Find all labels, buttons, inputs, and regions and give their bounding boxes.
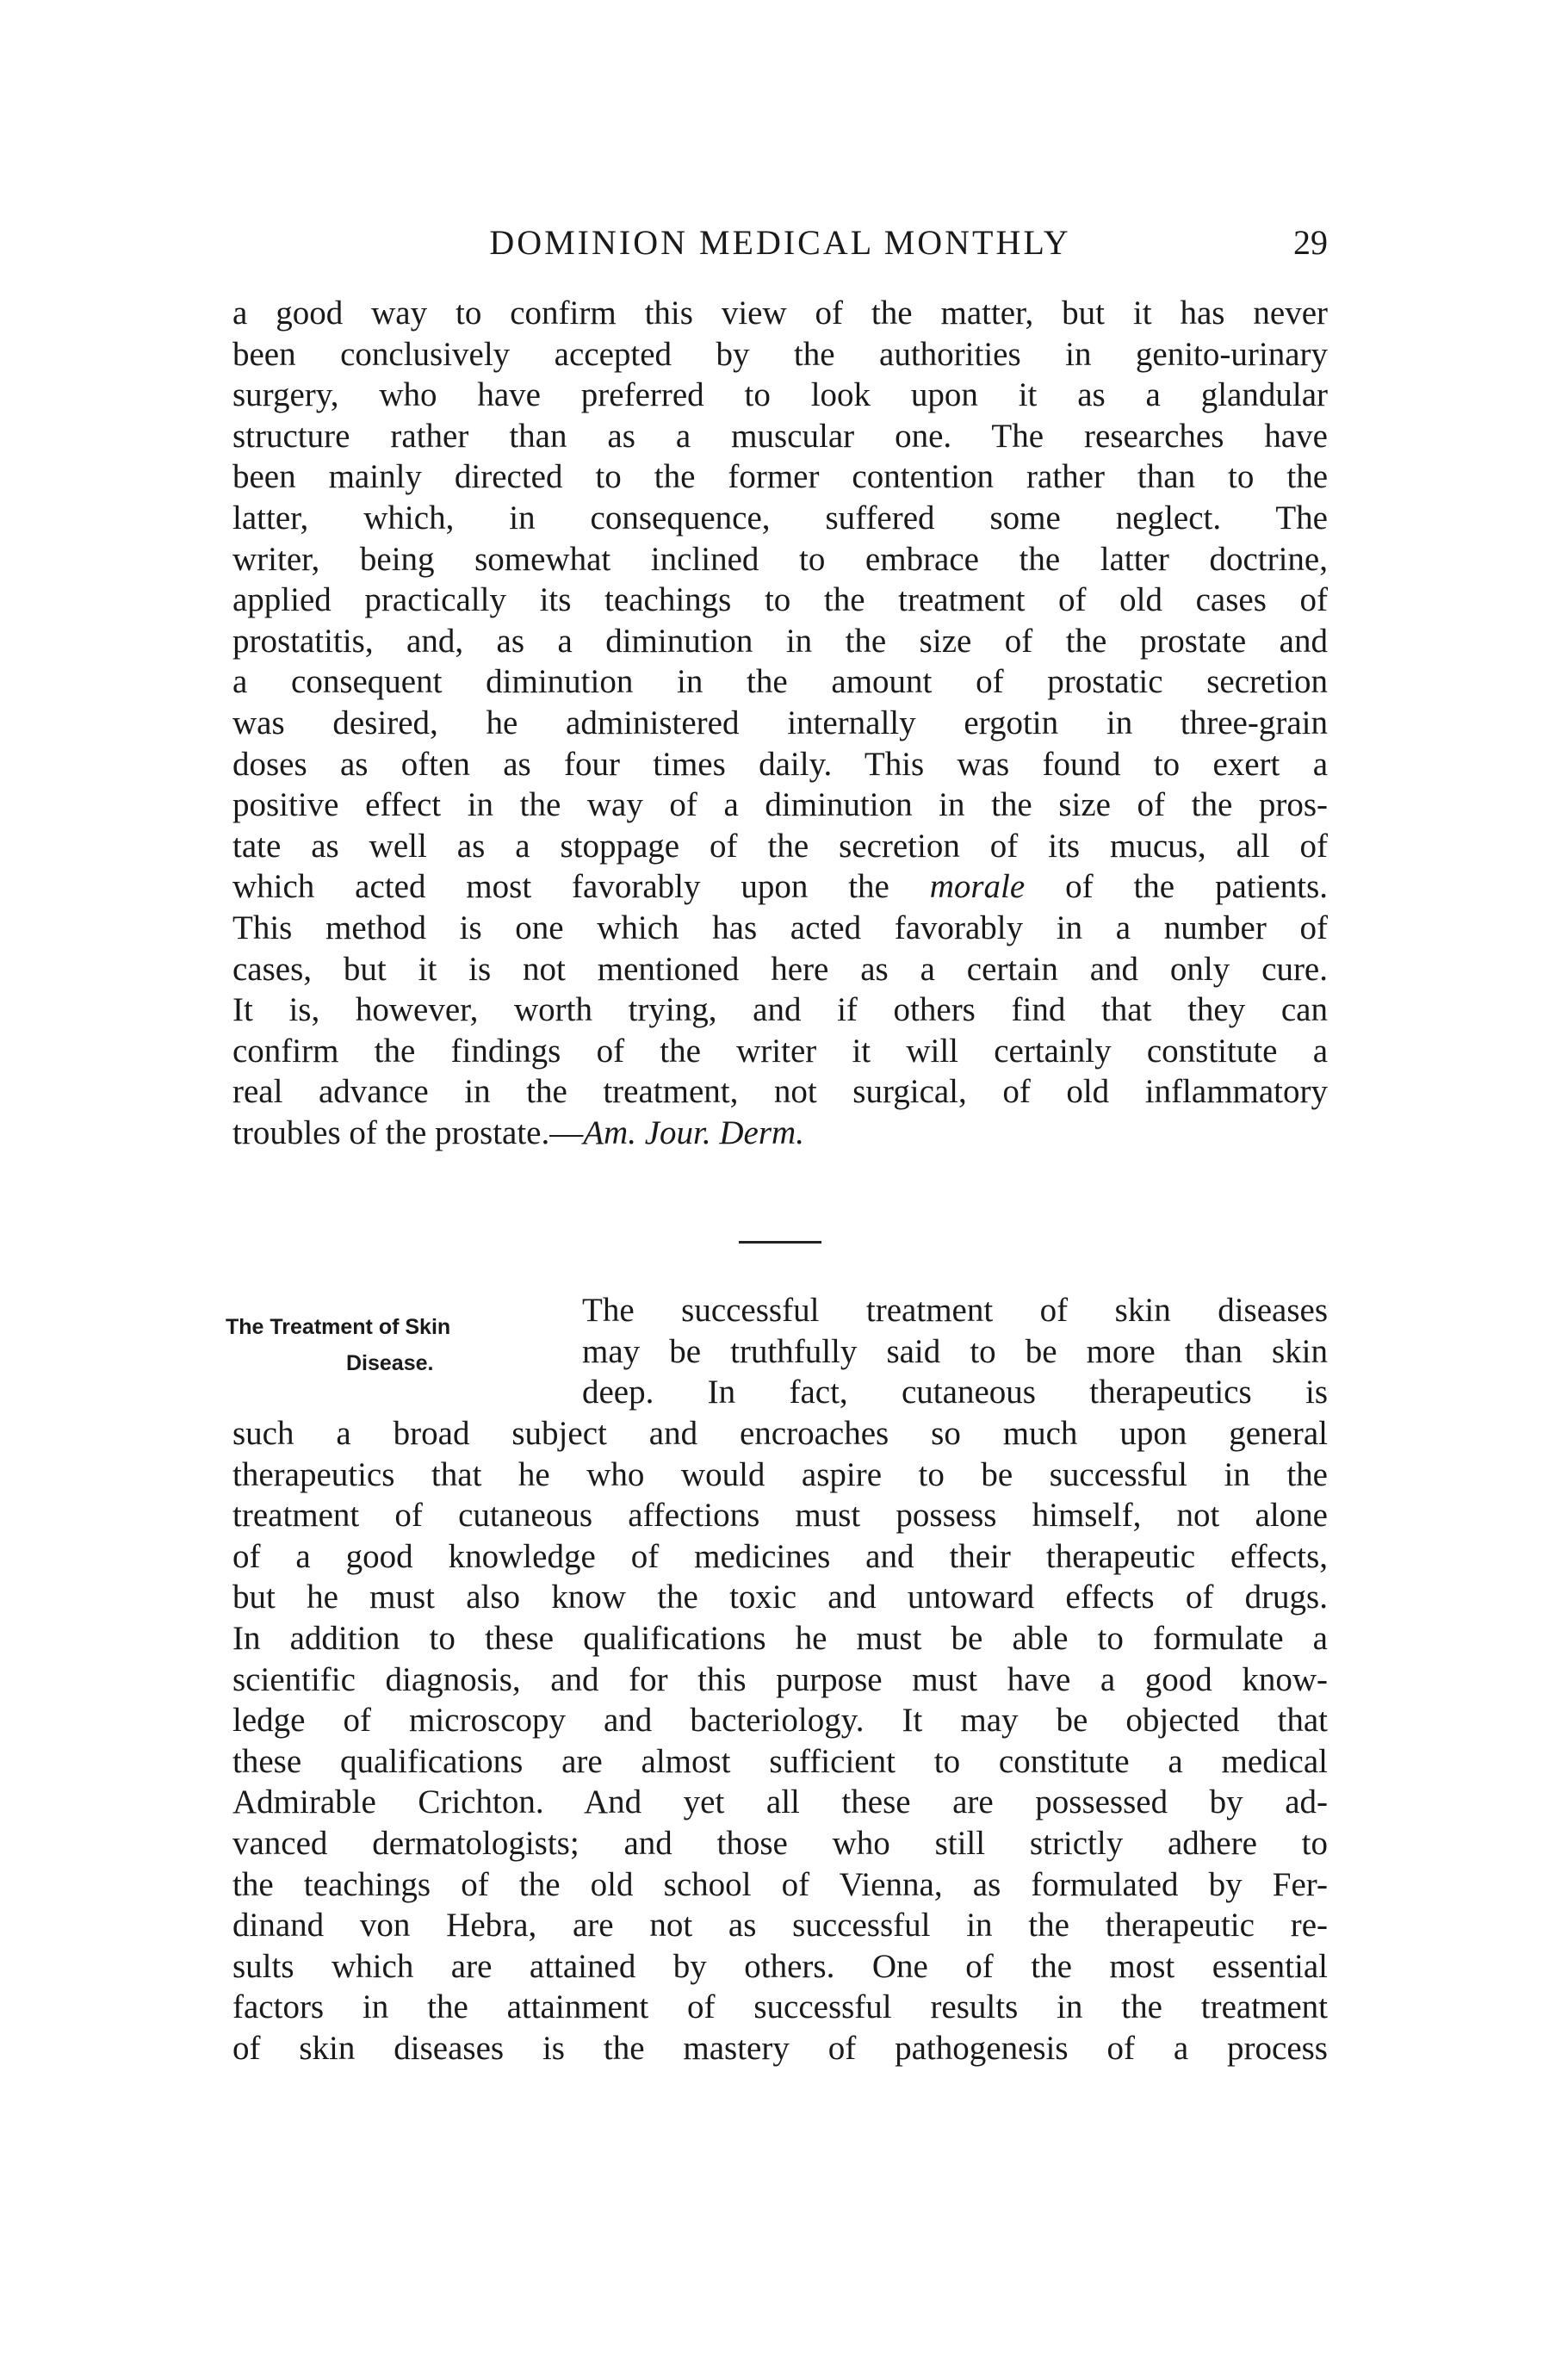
text-line: dinand von Hebra, are not as successful in the therapeutic re-: [232, 1907, 1328, 1945]
citation: Am. Jour. Derm.: [583, 1113, 804, 1151]
text-line: deep. In fact, cutaneous therapeutics is: [582, 1374, 1328, 1411]
italic-word: morale: [929, 868, 1026, 906]
article-2-text: [232, 1413, 1328, 2069]
text-line: It is, however, worth trying, and if others find that they can: [232, 991, 1328, 1029]
text-line: prostatitis, and, as a diminution in the size of the prostate and: [232, 622, 1328, 660]
page-header: [232, 222, 1328, 274]
section-divider: [739, 1241, 821, 1244]
text-line: surgery, who have preferred to look upon it as a glandular: [232, 376, 1328, 414]
text-fragment: troubles of the prostate.—: [232, 1113, 584, 1151]
text-line: structure rather than as a muscular one. The researches have: [232, 417, 1328, 455]
article-2-indented-text: [582, 1290, 1328, 1413]
text-line-morale: [232, 866, 1328, 908]
text-line: therapeutics that he who would aspire to be successful in the: [232, 1455, 1328, 1493]
text-line: cases, but it is not mentioned here as a certain and only cure.: [232, 950, 1328, 988]
text-line: treatment of cutaneous affections must possess himself, not alone: [232, 1497, 1328, 1535]
text-line: but he must also know the toxic and untoward effects of drugs.: [232, 1579, 1328, 1616]
text-fragment: of the patients.: [1065, 868, 1328, 906]
text-line: Admirable Crichton. And yet all these are possessed by ad-: [232, 1783, 1328, 1821]
text-line: these qualifications are almost sufficient to constitute a medical: [232, 1742, 1328, 1780]
text-line: tate as well as a stoppage of the secretion of its mucus, all of: [232, 827, 1328, 865]
side-heading-line: The Treatment of Skin: [226, 1315, 451, 1339]
text-line: a good way to confirm this view of the matter, but it has never: [232, 295, 1328, 332]
text-line: writer, being somewhat inclined to embrace the latter doctrine,: [232, 540, 1328, 578]
text-line: ledge of microscopy and bacteriology. It may be objected that: [232, 1702, 1328, 1740]
text-line: a consequent diminution in the amount of prostatic secretion: [232, 663, 1328, 701]
side-heading: [226, 1309, 570, 1381]
text-line: confirm the findings of the writer it will certainly constitute a: [232, 1032, 1328, 1070]
text-line: factors in the attainment of successful results in the treatment: [232, 1988, 1328, 2026]
text-line: was desired, he administered internally ergotin in three-grain: [232, 704, 1328, 741]
text-line: vanced dermatologists; and those who still strictly adhere to: [232, 1824, 1328, 1862]
text-line: sults which are attained by others. One of the most essential: [232, 1947, 1328, 1985]
text-line: such a broad subject and encroaches so much upon general: [232, 1415, 1328, 1452]
page-number: 29: [1293, 223, 1328, 262]
text-line: real advance in the treatment, not surgical, of old inflammatory: [232, 1073, 1328, 1111]
text-line: applied practically its teachings to the treatment of old cases of: [232, 581, 1328, 619]
text-line: of a good knowledge of medicines and their therapeutic effects,: [232, 1537, 1328, 1575]
text-line: latter, which, in consequence, suffered some neglect. The: [232, 499, 1328, 537]
text-line: The successful treatment of skin diseases: [582, 1292, 1328, 1329]
text-line: This method is one which has acted favorably in a number of: [232, 909, 1328, 946]
text-line: positive effect in the way of a diminution in the size of the pros-: [232, 786, 1328, 824]
text-line: been conclusively accepted by the authorities in genito-urinary: [232, 335, 1328, 373]
text-line: may be truthfully said to be more than skin: [582, 1332, 1328, 1370]
text-fragment: which acted most favorably upon the: [232, 868, 889, 906]
text-line: In addition to these qualifications he must be able to formulate a: [232, 1619, 1328, 1657]
text-line: been mainly directed to the former contention rather than to the: [232, 458, 1328, 496]
article-1-text: [232, 293, 1328, 1153]
text-line: the teachings of the old school of Vienna, as formulated by Fer-: [232, 1865, 1328, 1903]
side-heading-line: Disease.: [346, 1351, 434, 1375]
text-line: scientific diagnosis, and for this purpose must have a good know-: [232, 1660, 1328, 1698]
text-line-citation: [232, 1113, 1328, 1154]
running-head: DOMINION MEDICAL MONTHLY: [489, 223, 1071, 262]
text-line: of skin diseases is the mastery of pathogenesis of a process: [232, 2029, 1328, 2067]
text-line: doses as often as four times daily. This was found to exert a: [232, 745, 1328, 783]
